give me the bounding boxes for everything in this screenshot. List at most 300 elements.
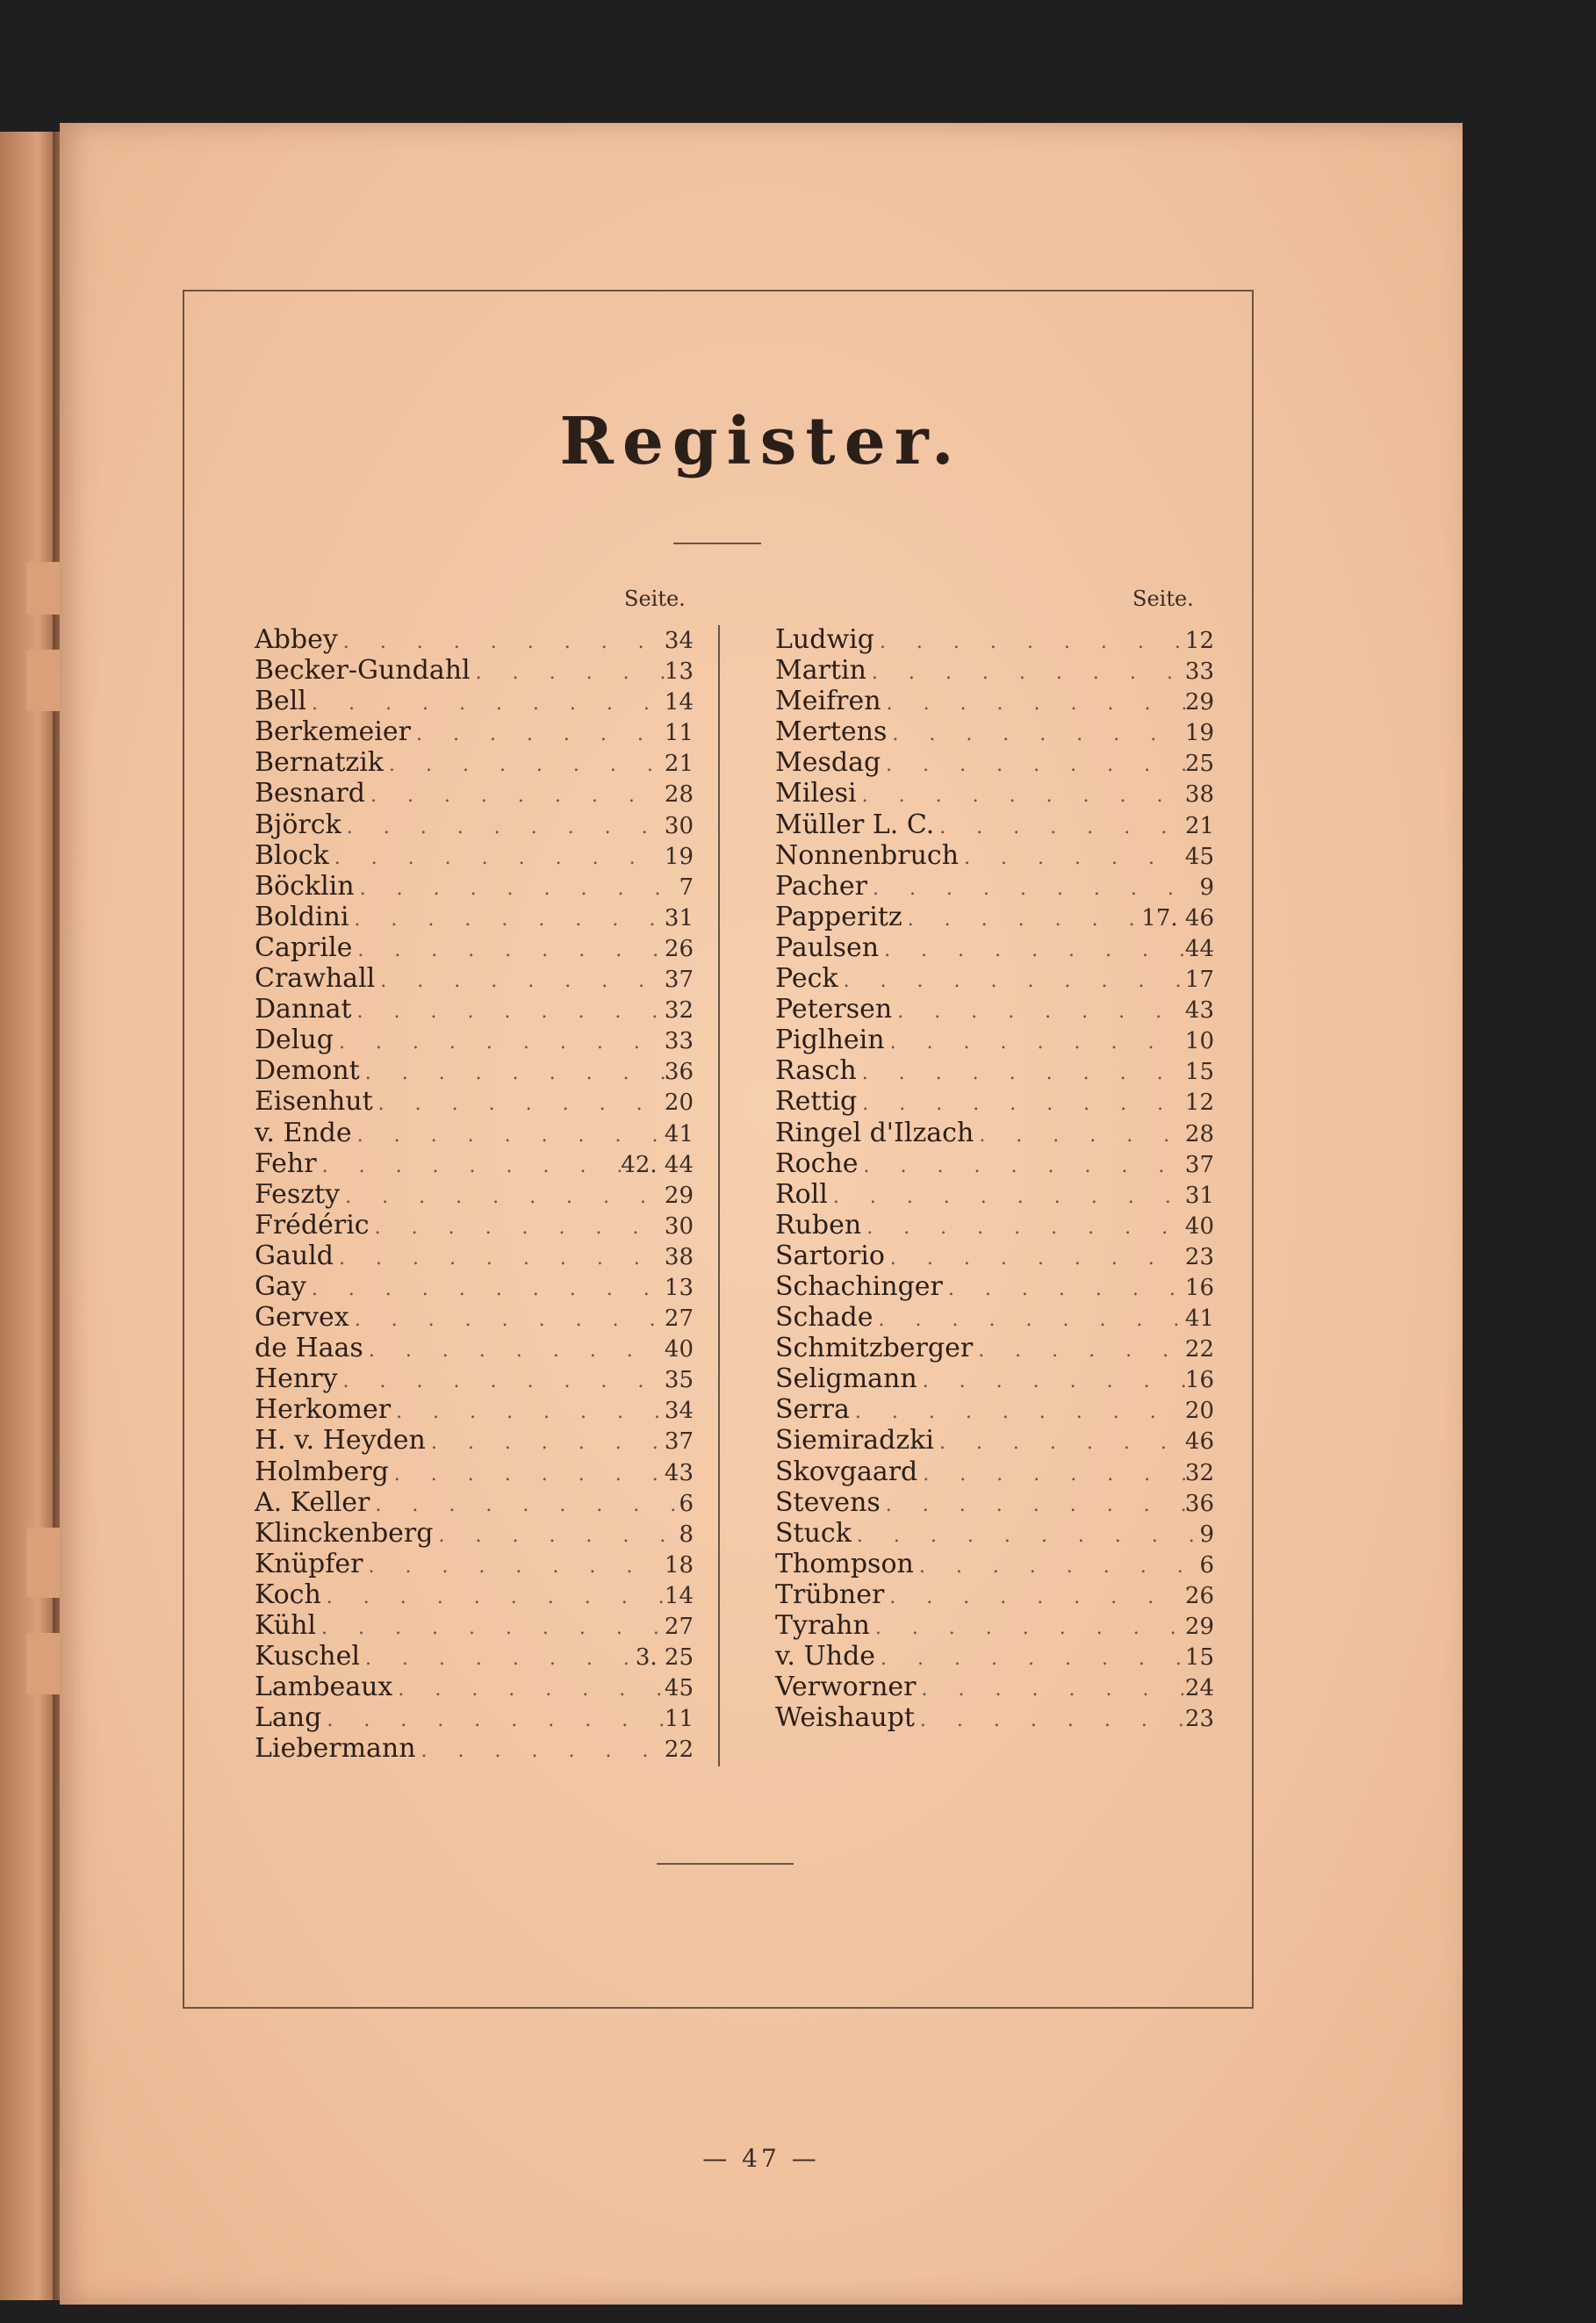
- leader-dots: [352, 1001, 665, 1023]
- entry-page: 15: [1184, 1644, 1214, 1672]
- entry-name: Mertens: [775, 716, 888, 748]
- column-divider: [718, 625, 720, 1766]
- index-entry: [255, 1487, 694, 1518]
- entry-name: Bernatzik: [255, 747, 384, 779]
- index-entry: [255, 1118, 694, 1148]
- index-entry: [775, 994, 1214, 1025]
- title-rule: [673, 543, 761, 544]
- leader-dots: [917, 1679, 1185, 1701]
- left-index-list: [255, 624, 694, 1764]
- right-column-header: Seite.: [1132, 586, 1194, 611]
- index-entry: [255, 1425, 694, 1456]
- leader-dots: [329, 847, 665, 869]
- entry-page: 11: [664, 720, 694, 747]
- entry-page: 11: [664, 1706, 694, 1733]
- left-column-header: Seite.: [624, 586, 686, 611]
- index-entry: [255, 747, 694, 778]
- entry-name: Schmitzberger: [775, 1333, 974, 1364]
- entry-page: 27: [664, 1305, 694, 1333]
- leader-dots: [321, 1709, 665, 1731]
- entry-name: Roche: [775, 1147, 859, 1179]
- entry-page: 6: [679, 1490, 694, 1517]
- entry-name: Mesdag: [775, 747, 881, 779]
- entry-page: 27: [664, 1614, 694, 1640]
- entry-name: Gay: [255, 1270, 306, 1302]
- index-entry: [255, 871, 694, 902]
- leader-dots: [321, 1586, 665, 1608]
- leader-dots: [392, 1679, 665, 1701]
- index-entry: [255, 1456, 694, 1487]
- index-entry: [775, 1086, 1214, 1117]
- leader-dots: [943, 1278, 1185, 1300]
- entry-name: Tyrahn: [775, 1610, 870, 1641]
- entry-page: 22: [664, 1737, 694, 1764]
- entry-name: Piglhein: [775, 1025, 885, 1056]
- index-entry: [255, 778, 694, 809]
- entry-page: 38: [1184, 781, 1214, 809]
- leader-dots: [852, 1525, 1200, 1547]
- entry-page: 31: [664, 904, 694, 931]
- entry-name: Papperitz: [775, 901, 902, 932]
- index-entry: [255, 1363, 694, 1394]
- entry-page: 34: [664, 1398, 694, 1425]
- index-entry: [255, 1271, 694, 1302]
- entry-page: 40: [1184, 1212, 1214, 1240]
- leader-dots: [917, 1370, 1185, 1392]
- entry-page: 44: [1184, 935, 1214, 962]
- entry-name: Becker-Gundahl: [255, 655, 471, 687]
- entry-page: 29: [1184, 689, 1214, 716]
- index-entry: [775, 1702, 1214, 1733]
- entry-name: Feszty: [255, 1178, 341, 1210]
- entry-name: Caprile: [255, 931, 353, 963]
- entry-name: Skovgaard: [775, 1456, 918, 1487]
- index-entry: [255, 1148, 694, 1179]
- book-page: [60, 123, 1463, 2305]
- entry-page: 32: [1184, 1459, 1214, 1486]
- entry-name: Ruben: [775, 1209, 862, 1241]
- entry-name: Herkomer: [255, 1394, 392, 1426]
- page-number: — 47 —: [702, 2144, 820, 2173]
- leader-dots: [426, 1432, 665, 1454]
- index-entry: [775, 1271, 1214, 1302]
- index-entry: [255, 1210, 694, 1241]
- leader-dots: [874, 631, 1185, 653]
- leader-dots: [828, 1186, 1185, 1208]
- entry-name: Henry: [255, 1363, 338, 1395]
- leader-dots: [881, 1494, 1185, 1516]
- index-entry: [255, 1086, 694, 1117]
- entry-name: Ludwig: [775, 624, 874, 655]
- right-index-list: [775, 624, 1214, 1733]
- entry-name: Martin: [775, 655, 866, 687]
- entry-name: Berkemeier: [255, 716, 411, 748]
- entry-name: Pacher: [775, 870, 867, 902]
- entry-name: Gauld: [255, 1240, 334, 1271]
- leader-dots: [352, 1125, 665, 1147]
- entry-page: 37: [664, 1428, 694, 1456]
- entry-name: Petersen: [775, 994, 893, 1025]
- entry-page: 43: [664, 1459, 694, 1486]
- leader-dots: [934, 816, 1185, 838]
- leader-dots: [433, 1525, 679, 1547]
- entry-name: Demont: [255, 1055, 360, 1087]
- leader-dots: [389, 1464, 665, 1485]
- entry-page: 23: [1184, 1243, 1214, 1270]
- entry-name: H. v. Heyden: [255, 1425, 426, 1456]
- entry-page: 26: [1184, 1582, 1214, 1609]
- leader-dots: [917, 1464, 1185, 1485]
- entry-name: v. Uhde: [775, 1641, 876, 1672]
- entry-name: Ringel d'Ilzach: [775, 1117, 974, 1148]
- leader-dots: [974, 1125, 1185, 1147]
- entry-page: 17. 46: [1141, 904, 1214, 931]
- entry-name: Fehr: [255, 1147, 317, 1179]
- leader-dots: [316, 1617, 665, 1639]
- entry-name: Holmberg: [255, 1456, 389, 1487]
- entry-page: 15: [1184, 1059, 1214, 1086]
- entry-page: 13: [664, 1274, 694, 1301]
- entry-page: 21: [664, 751, 694, 778]
- entry-name: Seligmann: [775, 1363, 917, 1395]
- index-entry: [255, 1394, 694, 1425]
- entry-page: 41: [1184, 1305, 1214, 1333]
- entry-name: Verworner: [775, 1672, 917, 1703]
- entry-page: 9: [1199, 1521, 1214, 1548]
- bottom-rule: [657, 1863, 794, 1865]
- entry-name: Stuck: [775, 1517, 852, 1549]
- entry-name: Kuschel: [255, 1641, 360, 1672]
- leader-dots: [306, 1278, 665, 1300]
- entry-name: Stevens: [775, 1486, 881, 1518]
- index-entry: [775, 716, 1214, 747]
- index-entry: [775, 1579, 1214, 1610]
- leader-dots: [885, 1248, 1185, 1269]
- leader-dots: [885, 1032, 1185, 1054]
- entry-name: Trübner: [775, 1579, 885, 1610]
- leader-dots: [370, 1494, 679, 1516]
- entry-name: Besnard: [255, 778, 365, 809]
- index-entry: [775, 1302, 1214, 1333]
- leader-dots: [411, 723, 665, 745]
- entry-name: Thompson: [775, 1548, 914, 1579]
- entry-name: Rasch: [775, 1055, 857, 1087]
- entry-page: 29: [1184, 1614, 1214, 1640]
- entry-page: 38: [664, 1243, 694, 1270]
- torn-paper-scrap: [26, 650, 61, 711]
- entry-page: 17: [1184, 967, 1214, 994]
- entry-page: 3. 25: [635, 1644, 694, 1672]
- leader-dots: [861, 1217, 1185, 1239]
- entry-page: 30: [664, 812, 694, 839]
- entry-page: 28: [1184, 1120, 1214, 1147]
- index-entry: [255, 1302, 694, 1333]
- index-entry: [775, 1241, 1214, 1271]
- index-entry: [775, 1456, 1214, 1487]
- leader-dots: [973, 1340, 1185, 1362]
- leader-dots: [867, 878, 1200, 900]
- entry-page: 28: [664, 781, 694, 809]
- leader-dots: [902, 909, 1142, 931]
- entry-page: 33: [1184, 658, 1214, 686]
- entry-name: Lang: [255, 1702, 322, 1734]
- entry-page: 21: [1184, 812, 1214, 839]
- entry-name: Delug: [255, 1025, 334, 1056]
- leader-dots: [879, 939, 1185, 961]
- index-entry: [255, 994, 694, 1025]
- entry-name: de Haas: [255, 1333, 363, 1364]
- index-entry: [255, 809, 694, 840]
- leader-dots: [360, 1062, 665, 1084]
- leader-dots: [375, 970, 665, 992]
- entry-page: 30: [664, 1212, 694, 1240]
- index-entry: [775, 1210, 1214, 1241]
- entry-name: Schachinger: [775, 1270, 943, 1302]
- index-entry: [775, 840, 1214, 871]
- index-entry: [255, 1025, 694, 1055]
- leader-dots: [934, 1432, 1185, 1454]
- index-entry: [255, 686, 694, 716]
- entry-name: Liebermann: [255, 1733, 416, 1765]
- leader-dots: [349, 909, 664, 931]
- leader-dots: [857, 785, 1185, 807]
- index-entry: [255, 932, 694, 963]
- index-entry: [255, 1179, 694, 1210]
- index-entry: [775, 932, 1214, 963]
- index-entry: [775, 1333, 1214, 1363]
- entry-name: Abbey: [255, 624, 338, 655]
- entry-name: Boldini: [255, 901, 349, 932]
- torn-paper-scrap: [26, 562, 61, 615]
- index-entry: [775, 747, 1214, 778]
- entry-name: Weishaupt: [775, 1702, 915, 1734]
- leader-dots: [360, 1648, 636, 1670]
- entry-page: 6: [1199, 1551, 1214, 1579]
- index-entry: [775, 1118, 1214, 1148]
- torn-paper-scrap: [26, 1633, 61, 1694]
- entry-page: 45: [1184, 843, 1214, 870]
- leader-dots: [866, 662, 1185, 684]
- entry-page: 33: [664, 1028, 694, 1055]
- leader-dots: [384, 754, 665, 776]
- entry-page: 46: [1184, 1428, 1214, 1456]
- leader-dots: [334, 1032, 665, 1054]
- index-entry: [775, 871, 1214, 902]
- entry-page: 20: [664, 1090, 694, 1117]
- index-entry: [255, 1518, 694, 1549]
- index-entry: [775, 963, 1214, 994]
- index-entry: [255, 1579, 694, 1610]
- index-entry: [255, 1055, 694, 1086]
- index-entry: [255, 716, 694, 747]
- index-entry: [255, 1549, 694, 1579]
- entry-page: 41: [664, 1120, 694, 1147]
- entry-page: 8: [679, 1521, 694, 1548]
- leader-dots: [334, 1248, 665, 1269]
- leader-dots: [875, 1648, 1185, 1670]
- index-entry: [775, 778, 1214, 809]
- entry-page: 26: [664, 935, 694, 962]
- entry-page: 18: [664, 1551, 694, 1579]
- index-entry: [775, 1148, 1214, 1179]
- leader-dots: [850, 1401, 1185, 1423]
- leader-dots: [370, 1217, 665, 1239]
- entry-name: Roll: [775, 1178, 828, 1210]
- index-entry: [775, 1549, 1214, 1579]
- index-entry: [255, 1702, 694, 1733]
- torn-paper-scrap: [26, 1528, 61, 1598]
- entry-name: Eisenhut: [255, 1086, 373, 1118]
- entry-page: 45: [664, 1675, 694, 1702]
- entry-name: Bell: [255, 686, 306, 717]
- index-entry: [775, 1025, 1214, 1055]
- entry-name: Kühl: [255, 1610, 316, 1641]
- entry-name: Böcklin: [255, 870, 355, 902]
- leader-dots: [349, 1309, 665, 1331]
- entry-page: 9: [1199, 874, 1214, 901]
- leader-dots: [391, 1401, 665, 1423]
- entry-page: 13: [664, 658, 694, 686]
- entry-page: 12: [1184, 628, 1214, 654]
- index-entry: [775, 902, 1214, 932]
- leader-dots: [870, 1617, 1185, 1639]
- entry-name: Peck: [775, 963, 838, 995]
- leader-dots: [352, 939, 665, 961]
- index-entry: [775, 624, 1214, 655]
- entry-name: Nonnenbruch: [775, 839, 960, 871]
- entry-page: 22: [1184, 1336, 1214, 1363]
- entry-name: A. Keller: [255, 1486, 370, 1518]
- leader-dots: [959, 847, 1185, 869]
- entry-page: 16: [1184, 1367, 1214, 1394]
- leader-dots: [340, 1186, 665, 1208]
- leader-dots: [338, 631, 665, 653]
- entry-page: 32: [664, 997, 694, 1025]
- index-entry: [775, 686, 1214, 716]
- leader-dots: [471, 662, 665, 684]
- entry-page: 31: [1184, 1182, 1214, 1209]
- entry-name: Paulsen: [775, 931, 880, 963]
- index-entry: [775, 1487, 1214, 1518]
- index-entry: [255, 1641, 694, 1672]
- entry-name: Crawhall: [255, 963, 376, 995]
- entry-name: v. Ende: [255, 1117, 352, 1148]
- entry-name: Björck: [255, 809, 341, 840]
- entry-name: Klinckenberg: [255, 1517, 434, 1549]
- leader-dots: [317, 1155, 622, 1177]
- leader-dots: [915, 1709, 1185, 1731]
- entry-page: 7: [679, 874, 694, 901]
- entry-page: 20: [1184, 1398, 1214, 1425]
- entry-page: 24: [1184, 1675, 1214, 1702]
- entry-page: 29: [664, 1182, 694, 1209]
- leader-dots: [306, 693, 665, 715]
- entry-page: 14: [664, 1582, 694, 1609]
- index-entry: [255, 840, 694, 871]
- leader-dots: [873, 1309, 1185, 1331]
- leader-dots: [416, 1740, 665, 1762]
- leader-dots: [881, 693, 1185, 715]
- index-entry: [255, 1333, 694, 1363]
- entry-page: 35: [664, 1367, 694, 1394]
- entry-page: 10: [1184, 1028, 1214, 1055]
- leader-dots: [838, 970, 1185, 992]
- entry-name: Milesi: [775, 778, 857, 809]
- index-entry: [255, 1672, 694, 1702]
- leader-dots: [859, 1155, 1185, 1177]
- entry-name: Dannat: [255, 994, 352, 1025]
- entry-name: Gervex: [255, 1302, 349, 1334]
- index-entry: [775, 1363, 1214, 1394]
- entry-page: 14: [664, 689, 694, 716]
- index-entry: [775, 1394, 1214, 1425]
- leader-dots: [355, 878, 679, 900]
- entry-page: 40: [664, 1336, 694, 1363]
- entry-page: 37: [1184, 1151, 1214, 1178]
- entry-name: Meifren: [775, 686, 881, 717]
- entry-name: Serra: [775, 1394, 850, 1426]
- leader-dots: [892, 1001, 1185, 1023]
- leader-dots: [373, 1093, 665, 1115]
- index-entry: [775, 1425, 1214, 1456]
- leader-dots: [857, 1062, 1185, 1084]
- entry-page: 42. 44: [621, 1151, 694, 1178]
- entry-name: Schade: [775, 1302, 873, 1334]
- leader-dots: [887, 723, 1185, 745]
- entry-name: Block: [255, 839, 329, 871]
- entry-page: 12: [1184, 1090, 1214, 1117]
- entry-page: 37: [664, 967, 694, 994]
- index-entry: [775, 1179, 1214, 1210]
- entry-page: 19: [1184, 720, 1214, 747]
- leader-dots: [857, 1093, 1185, 1115]
- entry-page: 36: [664, 1059, 694, 1086]
- leader-dots: [363, 1556, 664, 1578]
- index-entry: [255, 963, 694, 994]
- index-entry: [775, 809, 1214, 840]
- index-entry: [775, 1055, 1214, 1086]
- index-entry: [255, 1610, 694, 1641]
- entry-page: 43: [1184, 997, 1214, 1025]
- leader-dots: [881, 754, 1185, 776]
- entry-name: Knüpfer: [255, 1548, 363, 1579]
- entry-page: 25: [1184, 751, 1214, 778]
- entry-page: 36: [1184, 1490, 1214, 1517]
- index-entry: [775, 1672, 1214, 1702]
- entry-name: Müller L. C.: [775, 809, 935, 840]
- entry-name: Frédéric: [255, 1209, 370, 1241]
- entry-name: Lambeaux: [255, 1672, 393, 1703]
- page-title: Register.: [559, 404, 963, 479]
- entry-name: Sartorio: [775, 1240, 885, 1271]
- index-entry: [255, 1733, 694, 1764]
- index-entry: [255, 902, 694, 932]
- leader-dots: [914, 1556, 1200, 1578]
- entry-name: Koch: [255, 1579, 321, 1610]
- entry-page: 34: [664, 628, 694, 654]
- entry-page: 23: [1184, 1706, 1214, 1733]
- entry-page: 19: [664, 843, 694, 870]
- index-entry: [255, 655, 694, 686]
- index-entry: [775, 655, 1214, 686]
- entry-name: Rettig: [775, 1086, 858, 1118]
- entry-page: 16: [1184, 1274, 1214, 1301]
- leader-dots: [884, 1586, 1185, 1608]
- entry-name: Siemiradzki: [775, 1425, 934, 1456]
- index-entry: [775, 1518, 1214, 1549]
- index-entry: [255, 624, 694, 655]
- leader-dots: [363, 1340, 665, 1362]
